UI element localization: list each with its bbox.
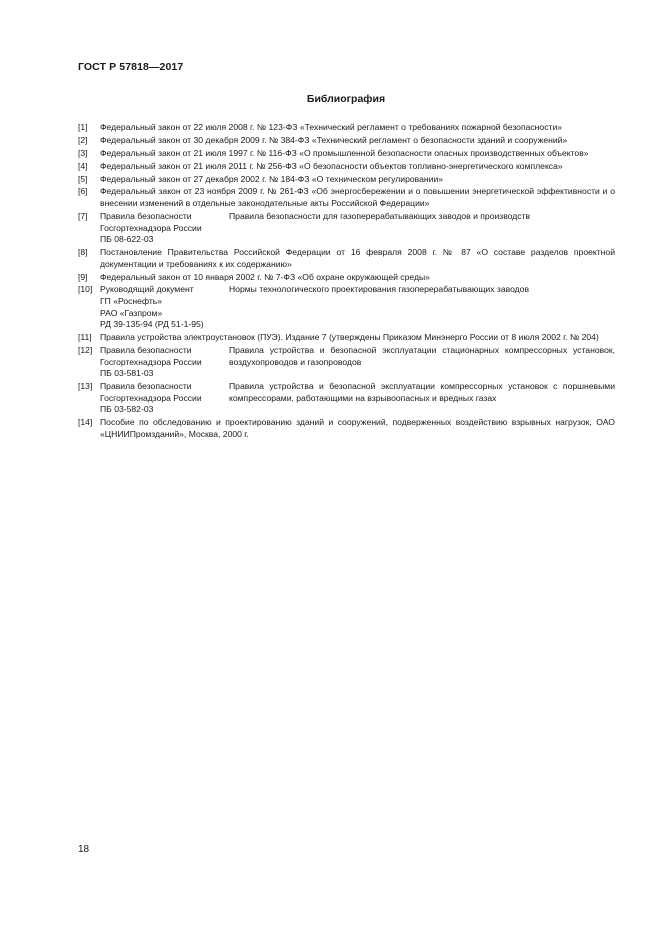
bibliography-entry-14	[78, 417, 615, 440]
bibliography-entry-2	[78, 135, 615, 147]
entry-number: [13]	[78, 381, 93, 392]
entry-text: Федеральный закон от 22 июля 2008 г. № 123-ФЗ «Технический регламент о требованиях пожарной безопасности»	[100, 122, 563, 132]
bibliography-entry-3	[78, 148, 615, 160]
entry-number: [5]	[78, 173, 88, 184]
document-code: ГОСТ Р 57818—2017	[78, 61, 184, 73]
issuer-line: Руководящий документ	[100, 284, 194, 295]
entry-number: [12]	[78, 344, 93, 355]
issuer-line: РАО «Газпром»	[100, 307, 163, 318]
entry-issuer	[100, 211, 229, 246]
bibliography-entry-7	[78, 211, 615, 246]
issuer-line: Госгортехнадзора России	[100, 222, 202, 233]
entry-issuer	[100, 284, 229, 330]
entry-text: Пособие по обследованию и проектированию зданий и сооружений, подверженных воздействию взрывных нагрузок, ОАО «ЦНИИПромзданий», Москва, 2000 г.	[100, 417, 615, 439]
entry-two-column	[100, 345, 615, 380]
entry-two-column	[100, 381, 615, 416]
entry-number: [14]	[78, 417, 93, 428]
page-number: 18	[78, 844, 90, 855]
entry-number: [11]	[78, 332, 92, 343]
issuer-line: ПБ 08-622-03	[100, 234, 154, 245]
entry-title: Правила устройства и безопасной эксплуатации стационарных компрессорных установок, воздухопроводов и газопроводов	[229, 344, 615, 367]
section-title: Библиография	[306, 93, 386, 105]
entry-number: [7]	[78, 210, 88, 221]
entry-title: Правила устройства и безопасной эксплуатации компрессорных установок с поршневыми компрессорами, работающими на взрывоопасных и вредных газах	[229, 381, 615, 403]
entry-number: [10]	[78, 284, 93, 295]
issuer-line: ПБ 03-581-03	[100, 368, 154, 379]
entry-text: Федеральный закон от 30 декабря 2009 г. № 384-ФЗ «Технический регламент о безопасности зданий и сооружений»	[100, 134, 568, 145]
issuer-line: Госгортехнадзора России	[100, 356, 202, 367]
bibliography-entry-13	[78, 381, 615, 416]
entry-title: Правила безопасности для газоперерабатывающих заводов и производств	[229, 210, 531, 221]
issuer-line: Правила безопасности	[100, 344, 192, 355]
entry-two-column	[100, 211, 615, 246]
entry-number: [9]	[78, 271, 88, 282]
entry-text: Федеральный закон от 21 июля 1997 г. № 116-ФЗ «О промышленной безопасности опасных производственных объектов»	[100, 147, 589, 158]
issuer-line: ПБ 03-582-03	[100, 404, 154, 415]
entry-number: [1]	[78, 122, 88, 132]
entry-title: Нормы технологического проектирования газоперерабатывающих заводов	[229, 284, 530, 295]
entry-two-column	[100, 284, 615, 330]
entry-text: Правила устройства электроустановок (ПУЭ). Издание 7 (утверждены Приказом Минэнерго России от 8 июля 2002 г. № 204)	[100, 332, 599, 343]
bibliography-entry-1	[78, 122, 615, 134]
entry-number: [2]	[78, 134, 88, 145]
entry-text: Федеральный закон от 23 ноября 2009 г. № 261-ФЗ «Об энергосбережении и о повышении энергетической эффективности и о внесении изменений в отдельные законодательные акты Российской Федерации»	[100, 186, 615, 209]
entry-number: [6]	[78, 186, 88, 197]
entry-issuer	[100, 345, 229, 380]
entry-issuer	[100, 381, 229, 416]
entry-text: Постановление Правительства Российской Федерации от 16 февраля 2008 г. № 87 «О составе разделов проектной документации и требованиях к их содержанию»	[100, 247, 615, 269]
bibliography-entry-5	[78, 174, 615, 186]
entry-number: [8]	[78, 247, 88, 258]
bibliography-entry-8	[78, 247, 615, 270]
issuer-line: РД 39-135-94 (РД 51-1-95)	[100, 319, 204, 330]
entry-text: Федеральный закон от 10 января 2002 г. № 7-ФЗ «Об охране окружающей среды»	[100, 271, 430, 282]
entry-number: [3]	[78, 147, 88, 158]
entry-number: [4]	[78, 160, 88, 171]
entry-text: Федеральный закон от 27 декабря 2002 г. № 184-ФЗ «О техническом регулировании»	[100, 173, 444, 184]
issuer-line: ГП «Роснефть»	[100, 295, 163, 306]
bibliography-list	[78, 122, 615, 442]
bibliography-entry-4	[78, 161, 615, 173]
bibliography-entry-9	[78, 272, 615, 284]
bibliography-entry-11	[78, 332, 615, 344]
issuer-line: Правила безопасности	[100, 381, 192, 392]
issuer-line: Госгортехнадзора России	[100, 392, 202, 403]
issuer-line: Правила безопасности	[100, 210, 192, 221]
entry-text: Федеральный закон от 21 июля 2011 г. № 256-ФЗ «О безопасности объектов топливно-энергетического комплекса»	[100, 160, 563, 171]
bibliography-entry-12	[78, 345, 615, 380]
bibliography-entry-10	[78, 284, 615, 330]
bibliography-entry-6	[78, 186, 615, 209]
